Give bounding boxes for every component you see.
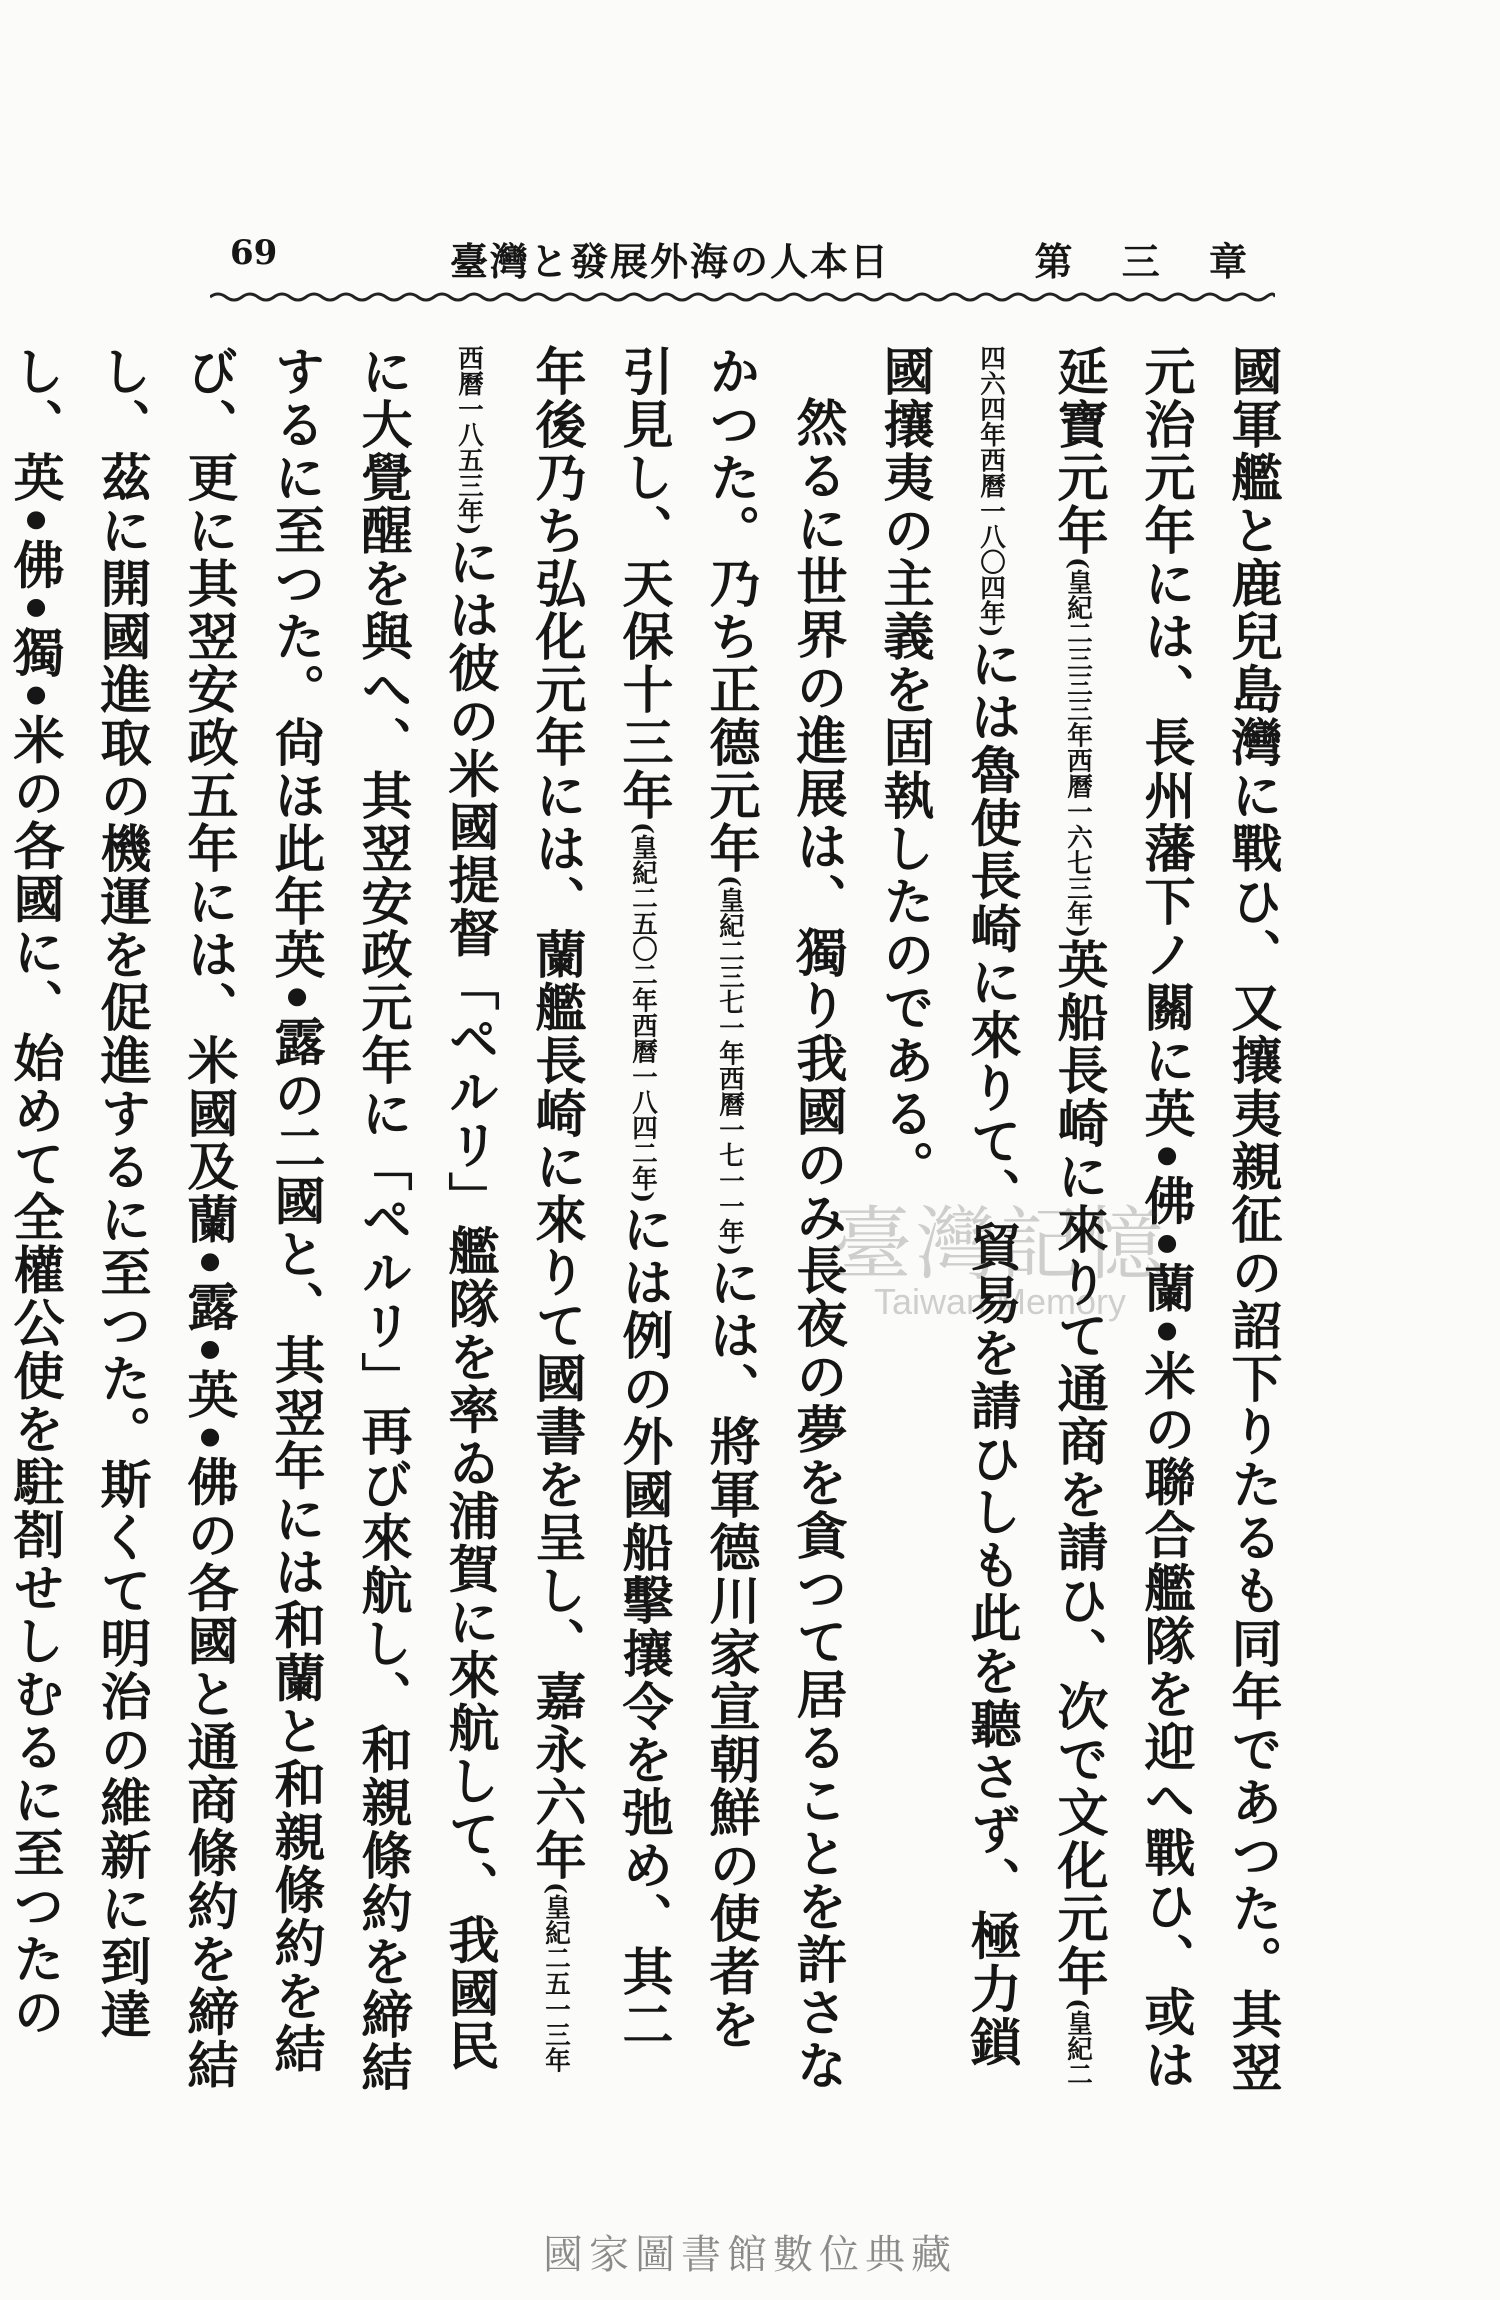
text-segment: 然るに世界の進展は、獨り我國のみ長夜の夢を貪つて居ることを許さなかつた。乃ち正德元年: [700, 345, 847, 2092]
text-segment: 英船長崎に來りて通商を請ひ、次で文化元年: [1048, 938, 1108, 1999]
running-title: 臺灣と發展外海の人本日: [450, 239, 891, 284]
text-segment: には例の外國船擊攘令を弛め、其二年後乃ち弘化元年には、蘭艦長崎に來りて國書を呈し、嘉永六年: [526, 345, 673, 2052]
year-note: (皇紀二五〇二年西曆一八四二年): [628, 822, 658, 1204]
chapter-label: 第 三 章: [1034, 239, 1265, 284]
text-segment: 國軍艦と鹿兒島灣に戰ひ、又攘夷親征の詔下りたるも同年であつた。其翌元治元年には、長州藩下ノ關に英•佛•蘭•米の聯合艦隊を迎へ戰ひ、或は延寶元年: [1048, 345, 1282, 2094]
year-note: (皇紀二五一三年西曆一八五三年): [454, 345, 571, 2073]
paragraph-2: [0, 345, 860, 2095]
page-number: 69: [230, 233, 278, 273]
text-segment: には彼の米國提督「ペルリ」艦隊を率ゐ浦賀に來航して、我國民に大覺醒を與へ、其翌安政元年に「ペルリ」再び來航し、和親條約を締結するに至つた。尙ほ此年英•露の二國と、其翌年には和蘭と和親條約を結び、更に其翌安政五年には、米國及蘭•露•英•佛の各國と通商條約を締結し、茲に開國進取の機運を促進するに至つた。斯くて明治の維新に到達し、英•佛•獨•米の各國に、始めて全權公使を駐剳せしむるに至つたの: [4, 345, 499, 2094]
page-header: [210, 225, 1270, 285]
watermark: [770, 1180, 1230, 1323]
text-segment: には魯使長崎に來りて、貿易を請ひしも此を聽さず、極力鎖國攘夷の主義を固執したのである。: [874, 345, 1021, 2069]
watermark-latin: Taiwan Memory: [873, 1281, 1127, 1322]
footer-text: 國家圖書館數位典藏: [543, 2232, 957, 2278]
text-segment: には、將軍德川家宣朝鮮の使者を引見し、天保十三年: [613, 345, 760, 2052]
watermark-script: 臺灣記憶: [832, 1198, 1168, 1291]
year-note: (皇紀二三七一年西曆一七一一年): [715, 875, 745, 1257]
header-rule: [210, 290, 1275, 304]
year-note: (皇紀二四六四年西曆一八〇四年): [976, 345, 1093, 2087]
year-note: (皇紀二三三三年西曆一六七三年): [1063, 557, 1093, 939]
